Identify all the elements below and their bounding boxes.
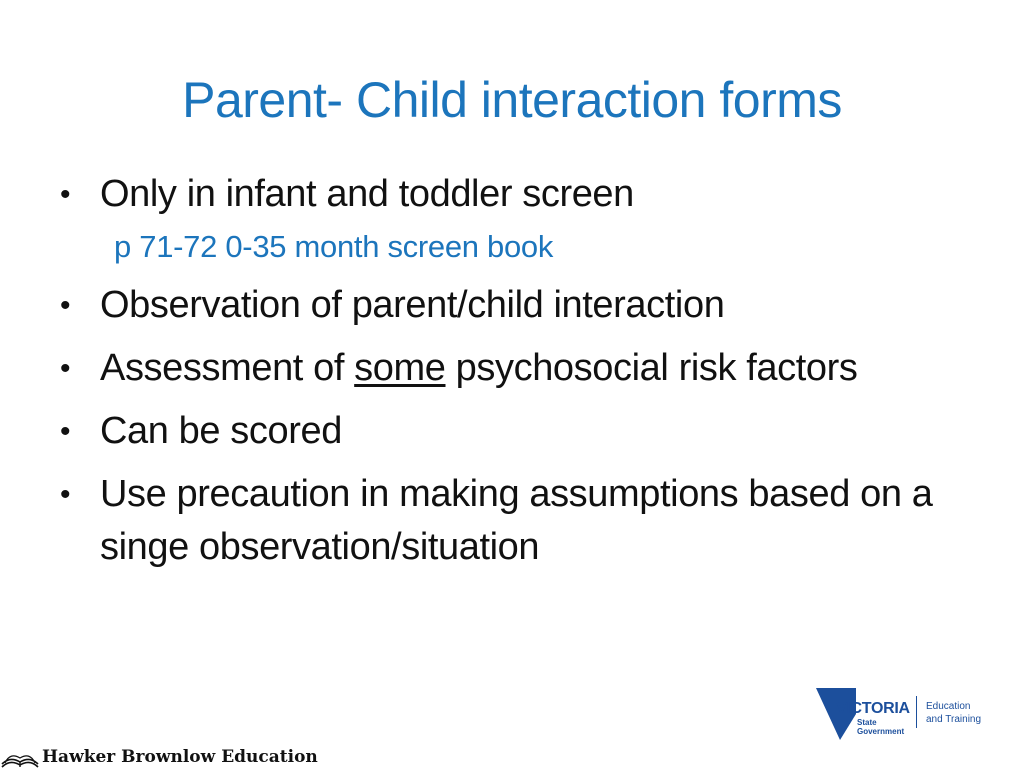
- bullet-dot: •: [60, 178, 71, 211]
- sub-note: p 71-72 0-35 month screen book: [114, 229, 554, 264]
- logo-divider: [916, 696, 917, 728]
- bullet-list: [60, 168, 960, 574]
- publisher-footer: [0, 742, 318, 768]
- state-government-label: State Government: [857, 718, 905, 736]
- victoria-wordmark: VICTORIA: [836, 700, 910, 717]
- bullet-item: [60, 405, 960, 458]
- bullet-item: [60, 342, 960, 395]
- bullet-text-underlined: some: [354, 347, 446, 389]
- bullet-text: Observation of parent/child interaction: [100, 284, 725, 326]
- bullet-dot: •: [60, 352, 71, 385]
- victoria-gov-logo: [816, 684, 996, 744]
- open-book-icon: [0, 744, 40, 768]
- bullet-dot: •: [60, 415, 71, 448]
- publisher-name: Hawker Brownlow Education: [42, 747, 318, 767]
- slide-title: Parent- Child interaction forms: [182, 72, 842, 128]
- bullet-text: Can be scored: [100, 410, 342, 452]
- bullet-item: [60, 168, 960, 221]
- bullet-item: [60, 279, 960, 332]
- bullet-item: [60, 468, 960, 574]
- bullet-dot: •: [60, 478, 71, 511]
- bullet-text: Use precaution in making assumptions based on a singe observation/situation: [100, 473, 933, 568]
- bullet-text-after: psychosocial risk factors: [445, 347, 858, 389]
- bullet-dot: •: [60, 289, 71, 322]
- bullet-text-before: Assessment of: [100, 347, 355, 389]
- bullet-text: Only in infant and toddler screen: [100, 173, 634, 215]
- department-label: Education and Training: [926, 701, 982, 725]
